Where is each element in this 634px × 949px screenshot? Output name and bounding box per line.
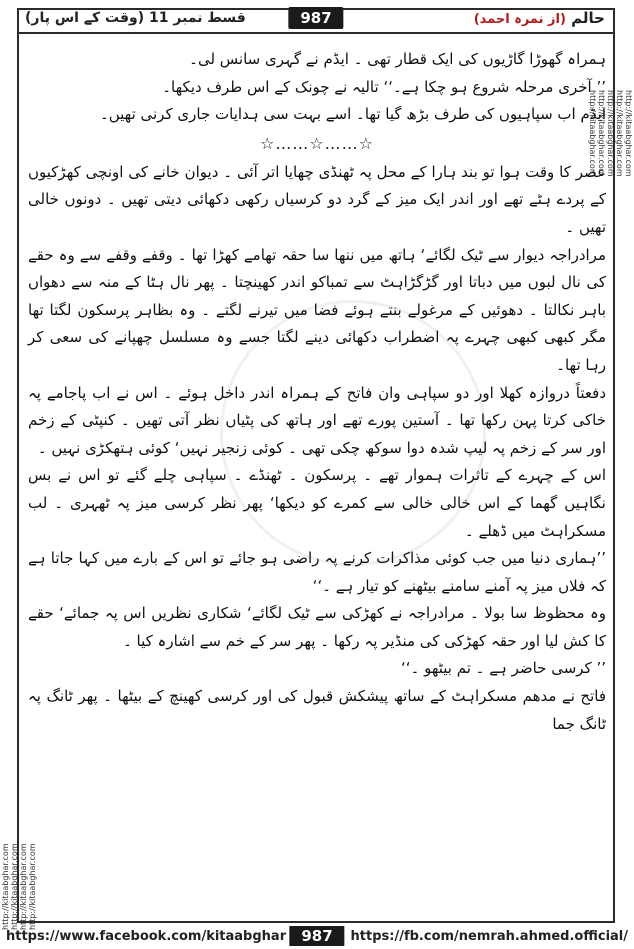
margin-url: http://kitaabghar.com [624, 90, 633, 177]
author-name: (از نمرہ احمد) [473, 12, 566, 27]
footer-page-number: 987 [289, 926, 344, 946]
margin-url: http://kitaabghar.com [606, 90, 615, 177]
facebook-link[interactable]: https://www.facebook.com/kitaabghar [6, 929, 287, 944]
paragraph: عصر کا وقت ہوا تو بند ہارا کے محل پہ ٹھنڈی چھایا اتر آئی ۔ دیوان خانے کی اونچی کھڑکیوں کے پردے ہٹے تھے اور اندر ایک میز کے گرد دو کرسیاں رکھی دکھائی دیتی تھیں ۔ دونوں خالی تھیں ۔ [28, 162, 606, 236]
paragraph: فاتح نے مدھم مسکراہٹ کے ساتھ پیشکش قبول کی اور کرسی کھینچ کے بیٹھا ۔ پھر ٹانگ پہ ٹانگ جما [28, 687, 606, 733]
paragraph: ’’ہماری دنیا میں جب کوئی مذاکرات کرنے پہ راضی ہو جائے تو اس کے بارے میں کہا جاتا ہے کہ فلاں میز پہ آمنے سامنے بیٹھنے کو تیار ہے ۔‘‘ [28, 549, 606, 595]
author-facebook-link[interactable]: https://fb.com/nemrah.ahmed.official/ [350, 929, 628, 944]
paragraph: ’’ کرسی حاضر ہے ۔ تم بیٹھو ۔‘‘ [401, 659, 606, 678]
paragraph: دفعتاً دروازہ کھلا اور دو سپاہی وان فاتح کے ہمراہ اندر داخل ہوئے ۔ اس نے اب پاجامے پہ خاکی کرتا پہن رکھا تھا ۔ آستین پورے تھے اور ہاتھ کی پٹیاں نظر آتی تھیں ۔ کنپٹی کے زخم اور سر کے زخم پہ لیپ شدہ دوا سوکھ چکی تھی ۔ کوئی زنجیر نہیں‘ کوئی ہتھکڑی نہیں ۔ [28, 383, 606, 457]
margin-url: http://kitaabghar.com [615, 90, 624, 177]
margin-url: http://kitaabghar.com [1, 843, 10, 930]
paragraph: مرادراجہ دیوار سے ٹیک لگائے‘ ہاتھ میں ننھا سا حقہ تھامے کھڑا تھا ۔ وقفے وقفے سے وہ حقے کی نال لبوں میں دباتا اور گڑگڑاہٹ سے تمباکو اندر کھینچتا ۔ پھر نال ہٹا کے منہ سے دھواں باہر نکالتا ۔ دھوئیں کے مرغولے بنتے ہوئے فضا میں تیرنے لگتے ۔ وہ بظاہر پرسکون لگتا تھا مگر کبھی کبھی چہرے پہ اضطراب دکھائی دینے لگتا جسے وہ مسلسل چھپانے کی سعی کر رہا تھا۔ [28, 245, 606, 374]
margin-url: http://kitaabghar.com [588, 90, 597, 177]
margin-url: http://kitaabghar.com [597, 90, 606, 177]
story-text [28, 46, 606, 738]
paragraph: ہمراہ گھوڑا گاڑیوں کی ایک قطار تھی ۔ ایڈم نے گہری سانس لی۔ [189, 50, 606, 68]
page-footer [0, 925, 634, 949]
paragraph: ایڈم اب سپاہیوں کی طرف بڑھ گیا تھا۔ اسے بہت سی ہدایات جاری کرنی تھیں۔ [99, 105, 606, 124]
margin-url: http://kitaabghar.com [10, 843, 19, 930]
left-margin-urls [1, 90, 37, 930]
header-page-number: 987 [288, 7, 343, 29]
scene-break: ☆……☆……☆ [259, 133, 375, 153]
episode-label: قسط نمبر 11 (وقت کے اس پار) [25, 10, 246, 26]
margin-url: http://kitaabghar.com [28, 843, 37, 930]
paragraph: وہ محظوظ سا بولا ۔ مرادراجہ نے کھڑکی سے ٹیک لگائے‘ شکاری نظریں اس پہ جمائے‘ حقے کا کش لیا اور حقہ کھڑکی کی منڈیر پہ رکھا ۔ پھر سر کے خم سے اشارہ کیا ۔ [28, 604, 606, 650]
margin-url: http://kitaabghar.com [19, 843, 28, 930]
novel-title-text: حالم [571, 9, 605, 27]
paragraph: اس کے چہرے کے تاثرات ہموار تھے ۔ پرسکون ۔ ٹھنڈے ۔ سپاہی چلے گئے تو اس نے بس نگاہیں گھما کے اس خالی خالی سے کمرے کو دیکھا‘ پھر نظر کرسی میز پہ ٹھہری ۔ لب مسکراہٹ میں ڈھلے ۔ [28, 466, 606, 540]
paragraph: ’’ آخری مرحلہ شروع ہو چکا ہے۔‘‘ تالیہ نے چونک کے اس طرف دیکھا۔ [162, 77, 606, 96]
novel-title [474, 9, 605, 27]
right-margin-urls [588, 90, 633, 930]
page-header [17, 8, 615, 34]
